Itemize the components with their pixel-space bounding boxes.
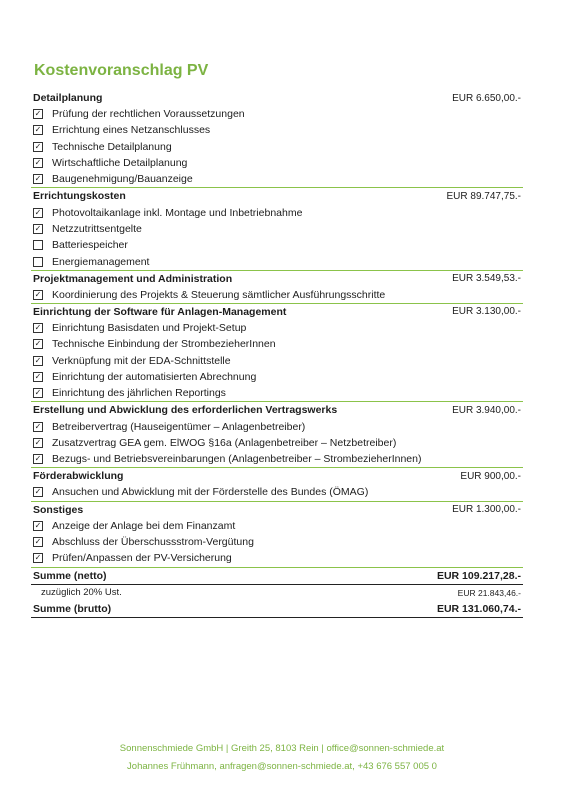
cost-section	[31, 188, 523, 270]
checkbox-checked-icon[interactable]: ✓	[34, 437, 42, 447]
line-item	[31, 171, 523, 187]
section-amount: EUR 900,00.-	[460, 470, 521, 482]
line-item	[31, 253, 523, 269]
line-item-label: Netzzutrittsentgelte	[52, 222, 142, 235]
checkbox-checked-icon[interactable]: ✓	[34, 158, 42, 168]
line-item-label: Batteriespeicher	[52, 239, 128, 252]
line-item	[31, 550, 523, 566]
line-item	[31, 155, 523, 171]
cost-table	[31, 90, 523, 618]
line-item	[31, 369, 523, 385]
line-item-label: Abschluss der Überschussstrom-Vergütung	[52, 536, 254, 549]
total-net-row	[31, 568, 523, 585]
section-amount: EUR 3.549,53.-	[452, 273, 521, 285]
total-gross-row	[31, 601, 523, 618]
checkbox-checked-icon[interactable]: ✓	[34, 537, 42, 547]
section-name: Errichtungskosten	[33, 190, 126, 203]
line-item	[31, 204, 523, 220]
line-item	[31, 106, 523, 122]
checkbox-checked-icon[interactable]: ✓	[34, 487, 42, 497]
line-item-label: Koordinierung des Projekts & Steuerung sämtlicher Ausführungsschritte	[52, 288, 386, 301]
checkbox-checked-icon[interactable]: ✓	[34, 421, 42, 431]
line-item	[31, 418, 523, 434]
section-header	[31, 90, 523, 106]
line-item	[31, 385, 523, 401]
line-item-label: Zusatzvertrag GEA gem. ElWOG §16a (Anlagenbetreiber – Netzbetreiber)	[52, 436, 397, 449]
line-item-label: Errichtung eines Netzanschlusses	[52, 124, 211, 137]
total-net-row-value: EUR 109.217,28.-	[436, 569, 521, 582]
section-name: Erstellung und Abwicklung des erforderlichen Vertragswerks	[33, 404, 338, 417]
line-item	[31, 287, 523, 303]
checkbox-checked-icon[interactable]: ✓	[34, 207, 42, 217]
vat-row-value: EUR 21.843,46.-	[457, 587, 521, 598]
line-item-label: Bezugs- und Betriebsvereinbarungen (Anlagenbetreiber – StrombezieherInnen)	[52, 453, 422, 466]
cost-section	[31, 271, 523, 304]
line-item-label: Technische Detailplanung	[52, 140, 172, 153]
section-amount: EUR 3.940,00.-	[452, 404, 521, 416]
line-item-label: Technische Einbindung der StrombezieherInnen	[52, 338, 276, 351]
line-item	[31, 139, 523, 155]
section-name: Einrichtung der Software für Anlagen-Management	[33, 305, 287, 318]
section-amount: EUR 6.650,00.-	[452, 92, 521, 104]
line-item-label: Wirtschaftliche Detailplanung	[52, 157, 188, 170]
total-net-row-label: Summe (netto)	[33, 569, 107, 582]
line-item	[31, 336, 523, 352]
section-amount: EUR 89.747,75.-	[446, 190, 521, 202]
line-item-label: Photovoltaikanlage inkl. Montage und Inbetriebnahme	[52, 206, 303, 219]
line-item	[31, 435, 523, 451]
line-item-label: Prüfen/Anpassen der PV-Versicherung	[52, 552, 232, 565]
checkbox-checked-icon[interactable]: ✓	[34, 454, 42, 464]
section-name: Detailplanung	[33, 92, 103, 104]
line-item	[31, 221, 523, 237]
total-gross-row-value: EUR 131.060,74.-	[436, 602, 521, 615]
checkbox-checked-icon[interactable]: ✓	[34, 174, 42, 184]
section-header	[31, 402, 523, 418]
checkbox-checked-icon[interactable]: ✓	[34, 339, 42, 349]
page-title: Kostenvoranschlag PV	[34, 62, 209, 79]
line-item-label: Baugenehmigung/Bauanzeige	[52, 173, 193, 186]
line-item	[31, 353, 523, 369]
line-item-label: Einrichtung Basisdaten und Projekt-Setup	[52, 322, 247, 335]
section-name: Projektmanagement und Administration	[33, 272, 233, 285]
section-name: Förderabwicklung	[33, 470, 124, 483]
section-header	[31, 502, 523, 518]
checkbox-checked-icon[interactable]: ✓	[34, 388, 42, 398]
checkbox-checked-icon[interactable]: ✓	[34, 223, 42, 233]
section-amount: EUR 1.300,00.-	[452, 504, 521, 516]
vat-row-label: zuzüglich 20% Ust.	[41, 587, 122, 599]
checkbox-checked-icon[interactable]: ✓	[34, 372, 42, 381]
checkbox-checked-icon[interactable]: ✓	[34, 520, 42, 530]
footer-company-line: Sonnenschmiede GmbH | Greith 25, 8103 Rein | office@sonnen-schmiede.at	[119, 743, 445, 754]
checkbox-checked-icon[interactable]: ✓	[34, 355, 42, 365]
line-item-label: Betreibervertrag (Hauseigentümer – Anlagenbetreiber)	[52, 420, 306, 433]
vat-row	[31, 585, 523, 601]
checkbox-empty-icon[interactable]	[33, 257, 43, 267]
line-item-label: Energiemanagement	[52, 255, 150, 268]
section-name: Sonstiges	[33, 503, 84, 516]
section-amount: EUR 3.130,00.-	[452, 306, 521, 318]
section-header	[31, 188, 523, 204]
checkbox-checked-icon[interactable]: ✓	[34, 109, 42, 119]
line-item-label: Anzeige der Anlage bei dem Finanzamt	[52, 519, 236, 532]
section-header	[31, 271, 523, 287]
line-item	[31, 320, 523, 336]
line-item	[31, 237, 523, 253]
cost-section	[31, 402, 523, 468]
section-header	[31, 468, 523, 484]
section-header	[31, 304, 523, 320]
cost-section	[31, 90, 523, 188]
checkbox-checked-icon[interactable]: ✓	[34, 289, 42, 299]
line-item-label: Einrichtung des jährlichen Reportings	[52, 387, 226, 400]
total-gross-row-label: Summe (brutto)	[33, 602, 112, 615]
line-item	[31, 122, 523, 138]
cost-section	[31, 304, 523, 402]
cost-section	[31, 502, 523, 568]
line-item	[31, 484, 523, 500]
cost-section	[31, 468, 523, 501]
footer-contact-line: Johannes Frühmann, anfragen@sonnen-schmiede.at, +43 676 557 005 0	[127, 761, 437, 772]
checkbox-checked-icon[interactable]: ✓	[34, 553, 42, 563]
checkbox-checked-icon[interactable]: ✓	[34, 125, 42, 135]
checkbox-checked-icon[interactable]: ✓	[34, 323, 42, 333]
checkbox-checked-icon[interactable]: ✓	[34, 141, 42, 151]
line-item-label: Ansuchen und Abwicklung mit der Förderstelle des Bundes (ÖMAG)	[52, 486, 369, 499]
line-item	[31, 534, 523, 550]
checkbox-empty-icon[interactable]	[33, 240, 43, 250]
line-item	[31, 451, 523, 467]
line-item-label: Einrichtung der automatisierten Abrechnung	[52, 371, 257, 383]
line-item-label: Verknüpfung mit der EDA-Schnittstelle	[52, 354, 231, 367]
line-item-label: Prüfung der rechtlichen Voraussetzungen	[52, 108, 245, 121]
line-item	[31, 518, 523, 534]
